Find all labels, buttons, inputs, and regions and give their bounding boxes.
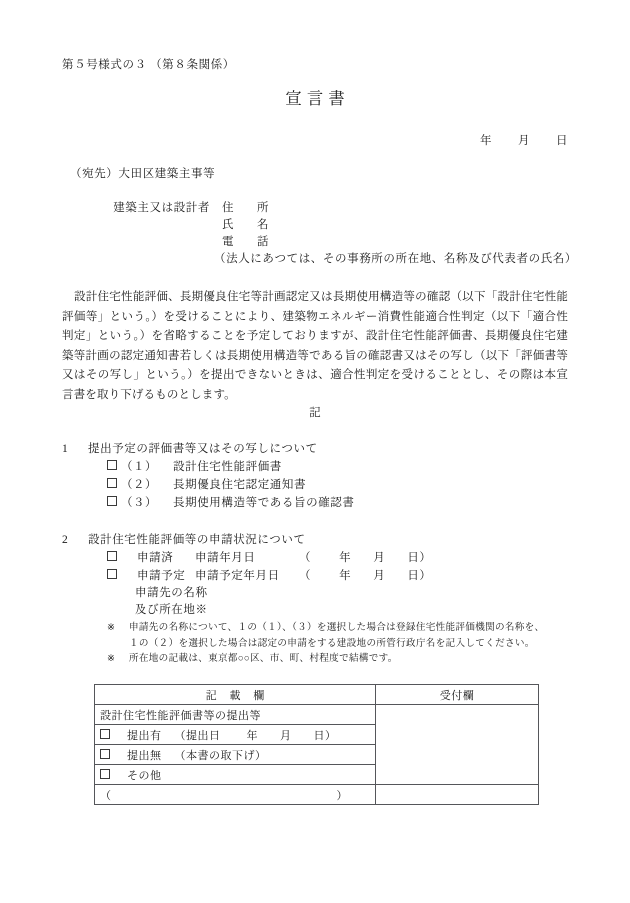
checkbox-icon[interactable] [107,496,117,506]
section-2-row-planned[interactable] [62,567,568,585]
table-cell-receipt-area[interactable] [376,705,539,785]
table-header-record-column [95,685,376,705]
table-header-row [95,685,539,705]
applicant-name-row [62,217,568,234]
table-header-receipt-label: 受付欄 [439,689,475,702]
applicant-address-label: 住 所 [222,202,275,214]
section-2-title: 設計住宅性能評価等の申請状況について [88,534,306,546]
applicant-lead-label: 建築主又は設計者 [113,202,210,214]
section-2-row-1-label: 申請済 [137,552,174,564]
checkbox-icon[interactable] [107,460,117,470]
section-2-row-1-paren: （ [299,552,312,564]
section-2-row-2-month: 月 [373,570,386,582]
section-1-option-3-number: （３） [121,497,157,509]
section-2-row-1-field: 申請年月日 [195,552,256,564]
table-cell-other-freetext[interactable] [95,785,376,805]
date-year-label: 年 [480,135,492,147]
table-header-receipt-column [376,685,539,705]
section-2-row-2-day: 日） [407,570,432,582]
applicant-block [62,200,577,268]
table-row [95,705,539,725]
table-cell-other[interactable] [95,765,376,785]
table-row[interactable] [95,785,539,805]
section-2 [62,531,568,619]
section-1 [62,440,568,512]
section-1-option-2-label: 長期優良住宅認定通知書 [173,479,307,491]
checkbox-icon[interactable] [100,769,110,779]
section-2-destination-address: 及び所在地※ [135,604,208,616]
date-day-label: 日 [556,135,568,147]
note-1-line-2: １の（２）を選択した場合は認定の申請をする建設地の所管行政庁名を記入してください。 [129,637,535,649]
note-mark-icon: ※ [107,622,116,633]
section-1-option-2-number: （２） [121,479,157,491]
table-cell-submission-title: 設計住宅性能評価書等の提出等 [95,705,376,725]
section-2-row-2-paren: （ [299,570,312,582]
section-1-option-3-label: 長期使用構造等である旨の確認書 [173,497,355,509]
section-1-number: 1 [62,443,69,455]
section-1-option-2[interactable] [62,476,568,494]
applicant-phone-label: 電 話 [222,236,275,248]
record-table-wrapper [94,684,518,805]
note-1-text-1: 申請先の名称について、１の（１）、（３）を選択した場合は登録住宅性能評価機関の名称を、 [129,622,545,633]
applicant-address-row [62,200,568,217]
note-2-line-1 [62,651,568,667]
checkbox-icon[interactable] [107,478,117,488]
date-month-label: 月 [518,135,530,147]
table-cell-receipt-area-bottom[interactable] [376,785,539,805]
table-cell-submitted-yes[interactable] [95,725,376,745]
section-2-destination-name: 申請先の名称 [135,587,208,599]
section-2-row-1-month: 月 [373,552,386,564]
table-row-2-month: 月 [280,729,292,742]
section-1-option-3[interactable] [62,494,568,512]
ki-mark: 記 [309,407,321,419]
section-2-row-2-year: 年 [339,570,352,582]
section-1-title: 提出予定の評価書等又はその写しについて [88,443,318,455]
table-row-2-label: 提出有 [127,729,162,742]
note-1-line-1 [62,620,568,636]
table-row-5-right-paren: ） [336,789,348,802]
note-2-text-1: 所在地の記載は、東京都○○区、市、町、村程度で結構です。 [129,653,398,664]
note-mark-icon: ※ [107,653,116,664]
table-header-record-label: 記 載 欄 [205,689,270,702]
checkbox-icon[interactable] [107,569,117,579]
table-row-5-left-paren: （ [100,789,112,802]
record-table [94,684,539,805]
page-title: 宣言書 [285,89,350,108]
section-2-heading [62,531,568,549]
table-cell-submitted-no[interactable] [95,745,376,765]
section-2-row-1-day: 日） [407,552,432,564]
section-1-option-1[interactable] [62,458,568,476]
section-2-row-2-label: 申請予定 [137,570,186,582]
table-row-2-year: 年 [246,729,258,742]
section-2-row-applied[interactable] [62,549,568,567]
section-2-number: 2 [62,534,69,546]
section-2-row-1-year: 年 [339,552,352,564]
table-row-3-detail: （本書の取下げ） [174,749,267,762]
checkbox-icon[interactable] [107,551,117,561]
table-row-2-detail: （提出日 [174,729,221,742]
table-row-4-label: その他 [127,769,162,782]
applicant-phone-row [62,234,568,251]
table-row-3-label: 提出無 [127,749,162,762]
applicant-name-label: 氏 名 [222,219,275,231]
checkbox-icon[interactable] [100,749,110,759]
section-1-option-1-number: （１） [121,461,157,473]
notes-block [62,620,568,667]
section-1-heading [62,440,568,458]
applicant-corporate-note: （法人にあつては、その事務所の所在地、名称及び代表者の氏名） [214,253,577,265]
section-2-row-2-field: 申請予定年月日 [195,570,280,582]
form-number: 第５号様式の３ （第８条関係） [62,59,235,71]
addressee: （宛先）大田区建築主事等 [70,168,216,180]
section-1-option-1-label: 設計住宅性能評価書 [173,461,282,473]
main-paragraph: 設計住宅性能評価、長期優良住宅等計画認定又は長期使用構造等の確認（以下「設計住宅性能評価等」という。）を受けることにより、建築物エネルギー消費性能適合性判定（以下「適合性判定」という。）を省略することを予定しておりますが、設計住宅性能評価書、長期優良住宅建築等計画の認定通知書若しくは長期使用構造等である旨の確認書又はその写し（以下「評価書等又はその写し」という。）を提出できないときは、適合性判定を受けることとし、その際は本宣言書を取り下げるものとします。 [62,291,568,401]
table-row-2-day: 日） [313,729,337,742]
checkbox-icon[interactable] [100,729,110,739]
date-line [480,132,568,148]
